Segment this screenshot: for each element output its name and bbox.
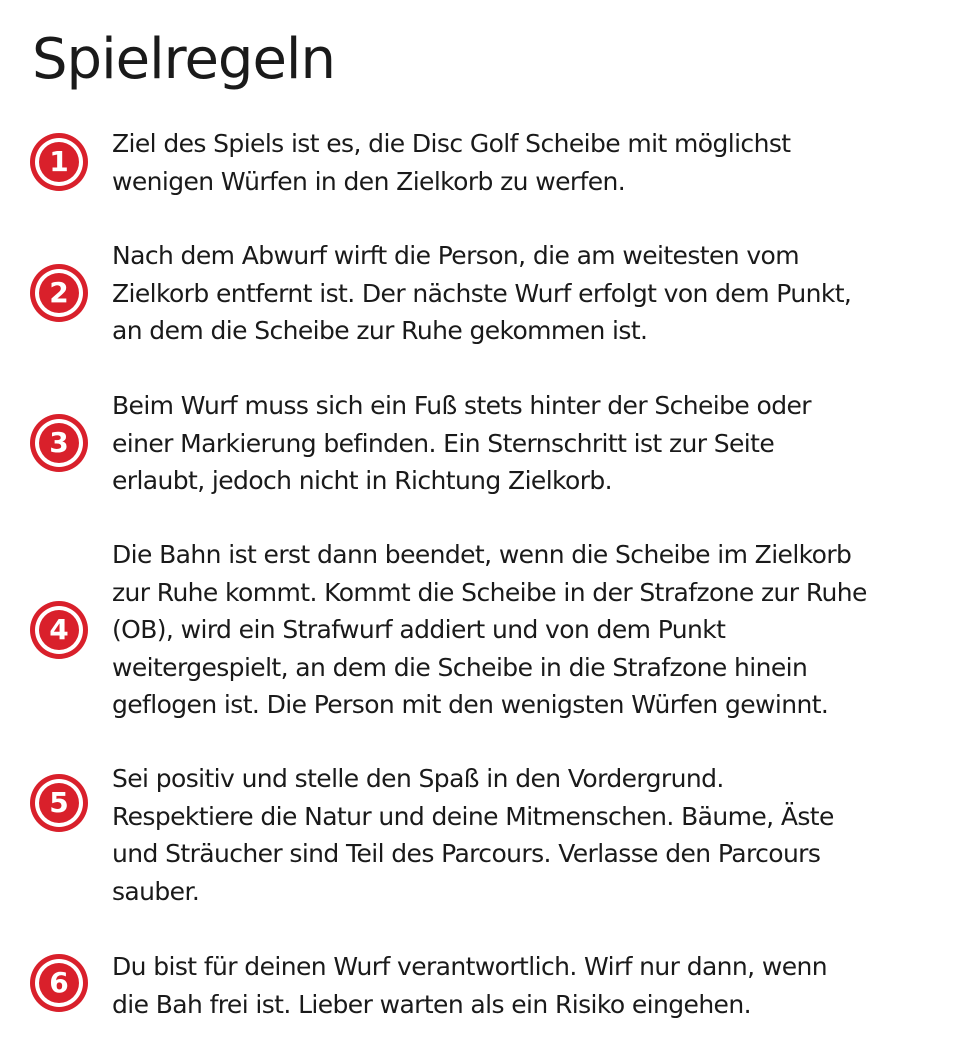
rule-line: zur Ruhe kommt. Kommt die Scheibe in der Strafzone zur Ruhe <box>112 577 867 607</box>
rule-item-5 <box>30 760 940 910</box>
rule-line: die Bah frei ist. Lieber warten als ein Risiko eingehen. <box>112 989 751 1019</box>
rule-line: weitergespielt, an dem die Scheibe in die Strafzone hinein <box>112 652 808 682</box>
rule-line: (OB), wird ein Strafwurf addiert und von dem Punkt <box>112 615 726 644</box>
badge-number: 3 <box>39 423 79 463</box>
rule-line: an dem die Scheibe zur Ruhe gekommen ist. <box>112 316 648 345</box>
rule-line: erlaubt, jedoch nicht in Richtung Zielkorb. <box>112 466 613 495</box>
rule-text <box>112 387 942 500</box>
rule-text <box>112 125 942 200</box>
rule-item-3 <box>30 387 940 500</box>
number-5-badge-icon <box>30 774 88 832</box>
number-1-badge-icon <box>30 133 88 191</box>
rule-line: Beim Wurf muss sich ein Fuß stets hinter der Scheibe oder <box>112 391 811 420</box>
rule-line: Zielkorb entfernt ist. Der nächste Wurf erfolgt von dem Punkt, <box>112 278 852 308</box>
number-6-badge-icon <box>30 954 88 1012</box>
rule-line: Die Bahn ist erst dann beendet, wenn die Scheibe im Zielkorb <box>112 540 852 569</box>
rule-text <box>112 948 942 1023</box>
rule-line: wenigen Würfen in den Zielkorb zu werfen. <box>112 166 626 196</box>
rule-line: geflogen ist. Die Person mit den wenigsten Würfen gewinnt. <box>112 690 829 719</box>
number-4-badge-icon <box>30 601 88 659</box>
page-title: Spielregeln <box>32 27 335 92</box>
rule-item-6 <box>30 948 940 1023</box>
rule-item-2 <box>30 237 940 350</box>
rule-item-4 <box>30 536 940 724</box>
badge-number: 4 <box>39 610 79 650</box>
rule-line: und Sträucher sind Teil des Parcours. Verlasse den Parcours <box>112 839 821 868</box>
rule-item-1 <box>30 125 940 200</box>
rule-line: Ziel des Spiels ist es, die Disc Golf Scheibe mit möglichst <box>112 129 791 158</box>
rule-text <box>112 536 942 724</box>
number-3-badge-icon <box>30 414 88 472</box>
rule-text <box>112 760 942 910</box>
badge-number: 6 <box>39 963 79 1003</box>
badge-number: 1 <box>39 142 79 182</box>
rule-line: Sei positiv und stelle den Spaß in den Vordergrund. <box>112 764 724 793</box>
rule-text <box>112 237 942 350</box>
rule-line: einer Markierung befinden. Ein Sternschritt ist zur Seite <box>112 428 775 458</box>
number-2-badge-icon <box>30 264 88 322</box>
badge-number: 5 <box>39 783 79 823</box>
rule-line: Nach dem Abwurf wirft die Person, die am weitesten vom <box>112 241 799 270</box>
rule-line: Respektiere die Natur und deine Mitmenschen. Bäume, Äste <box>112 801 834 831</box>
rule-line: Du bist für deinen Wurf verantwortlich. Wirf nur dann, wenn <box>112 952 827 981</box>
badge-number: 2 <box>39 273 79 313</box>
rule-line: sauber. <box>112 876 200 906</box>
